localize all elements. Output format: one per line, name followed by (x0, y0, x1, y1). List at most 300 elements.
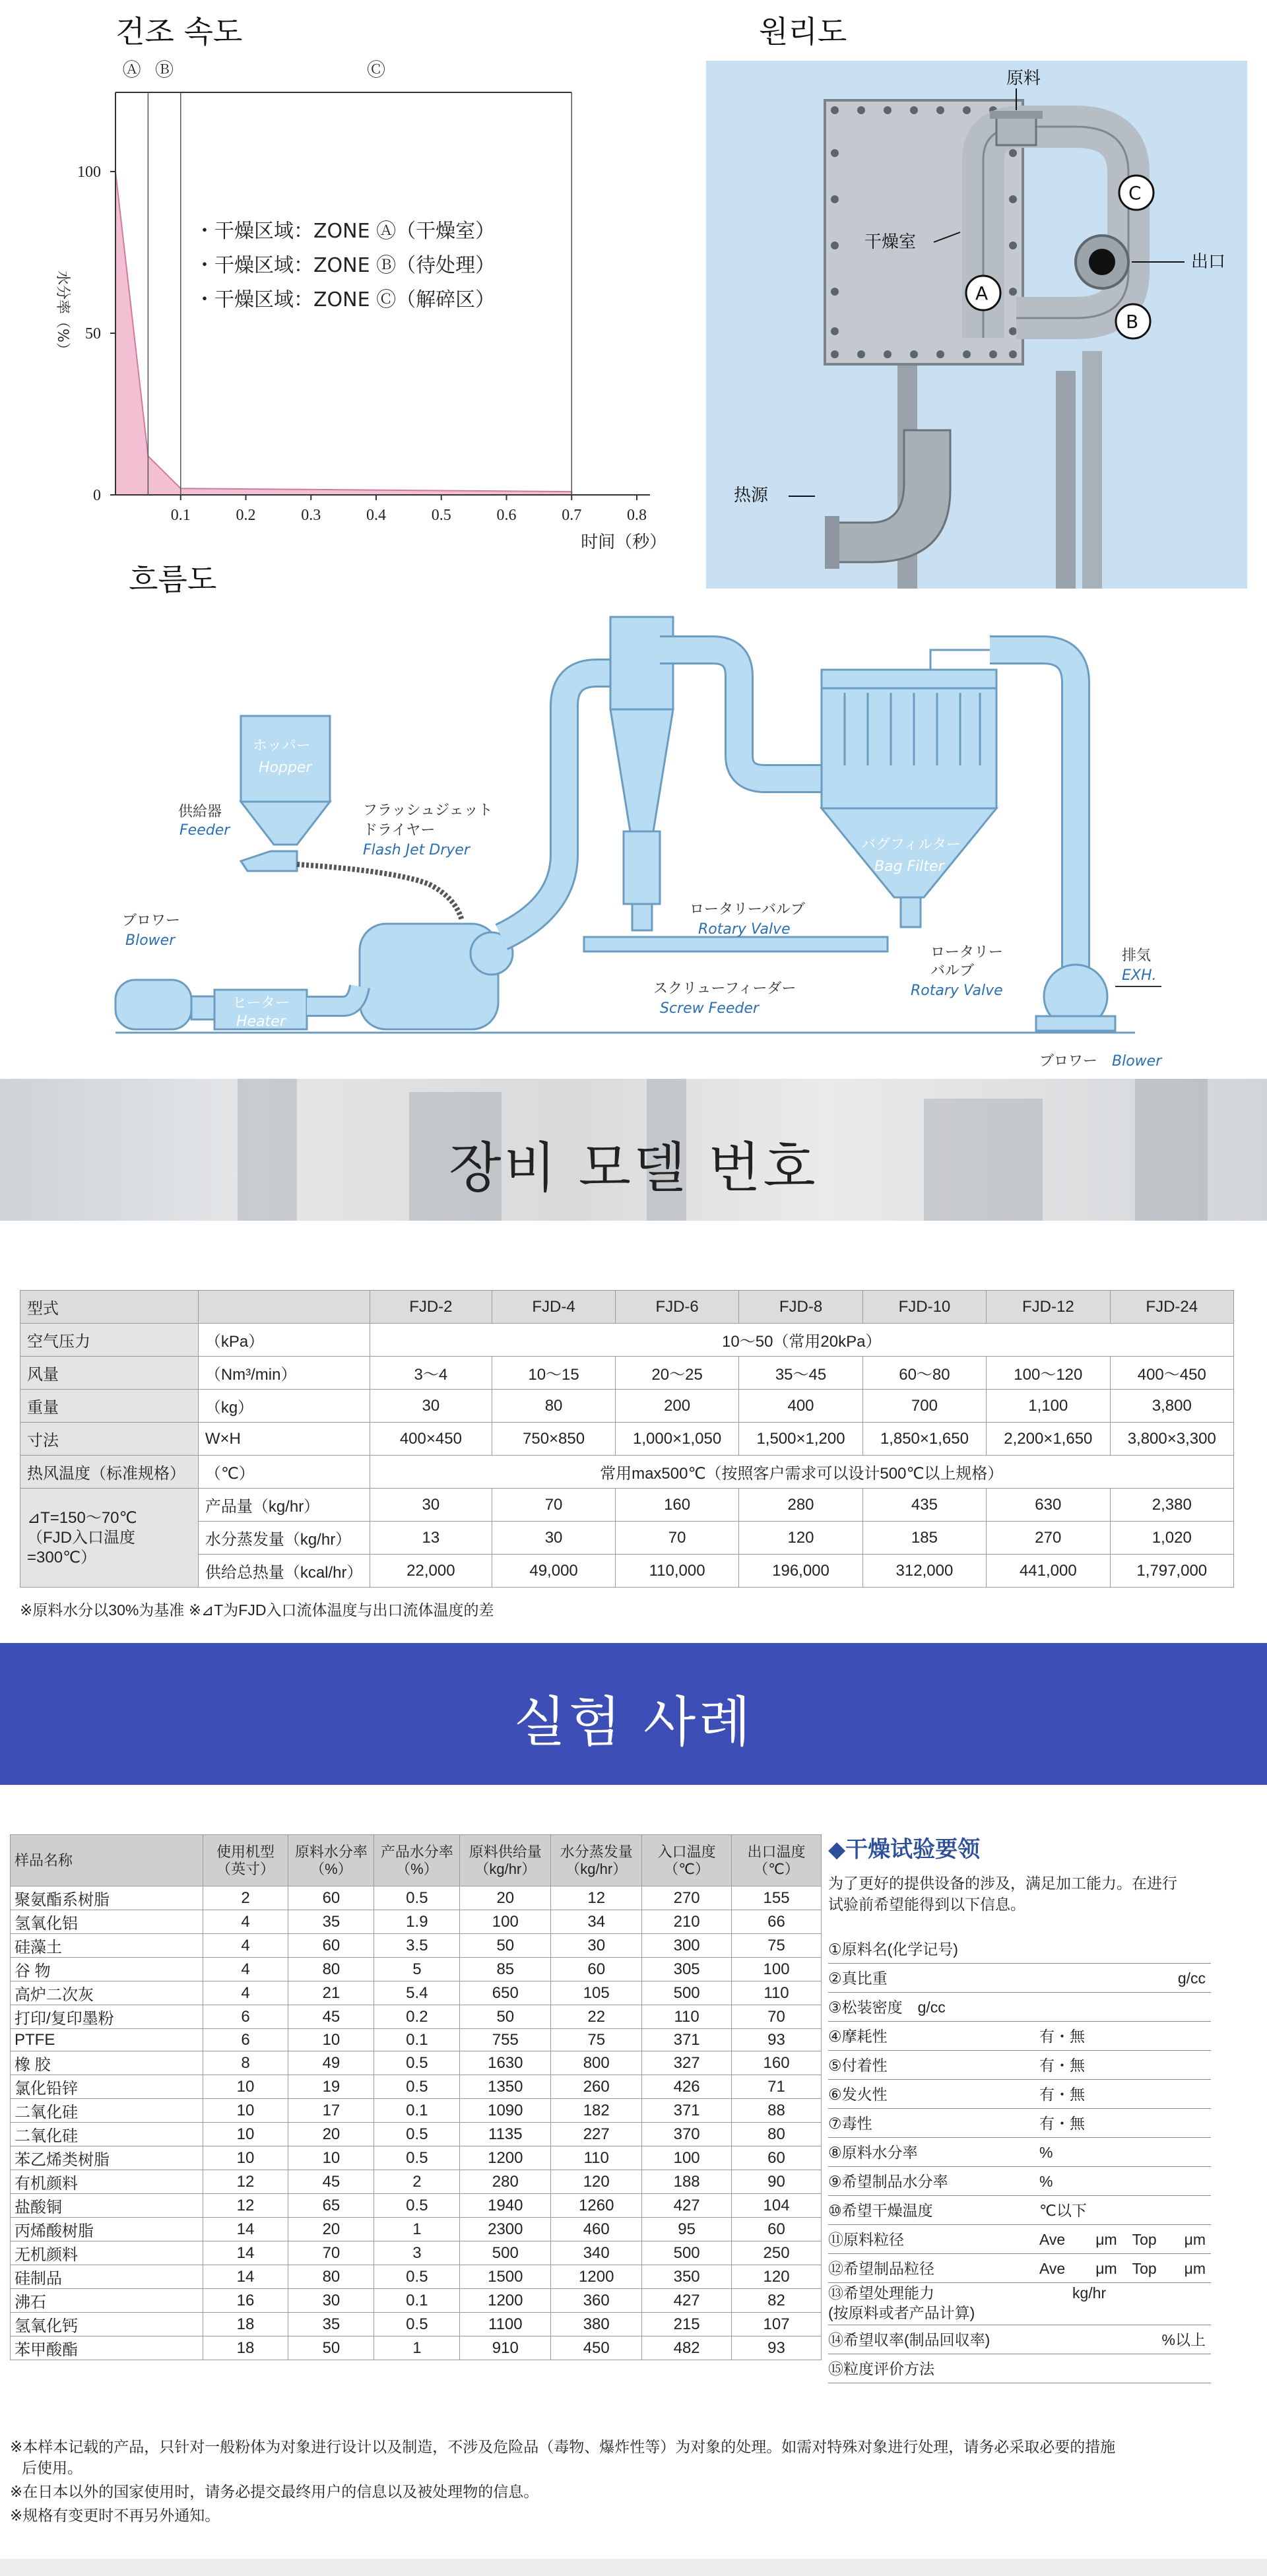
rotary1-label-jp: ロータリーバルブ (690, 901, 805, 918)
exp-cell: 14 (203, 2241, 288, 2265)
exp-sample-name: 沸石 (11, 2289, 203, 2313)
form-row-field: kg/hr (1072, 2284, 1107, 2302)
spec-row-unit: 水分蒸发量（kg/hr） (198, 1522, 370, 1555)
heater-label-en: Heater (236, 1014, 286, 1030)
exp-cell: 305 (642, 1958, 732, 1981)
spec-cell: 1,500×1,200 (739, 1423, 862, 1456)
exp-cell: 0.2 (374, 2005, 460, 2029)
exp-cell: 5 (374, 1958, 460, 1981)
exp-cell: 80 (288, 2265, 374, 2289)
exp-cell: 327 (642, 2051, 732, 2075)
exp-cell: 12 (551, 1886, 642, 1910)
exp-header-cell (374, 1835, 460, 1886)
exp-cell: 370 (642, 2123, 732, 2146)
exh-label-jp: 排気 (1122, 948, 1152, 964)
duct-bag-top (930, 650, 990, 670)
exp-cell: 18 (203, 2313, 288, 2336)
exp-cell: 50 (288, 2336, 374, 2360)
spec-row-name: 热风温度（标准规格） (20, 1456, 199, 1489)
principle-diagram (706, 61, 1247, 589)
exp-sample-name: 橡 胶 (11, 2051, 203, 2075)
x-tick-label: 0.2 (236, 507, 256, 524)
form-row-unit: μm (1184, 2231, 1206, 2248)
label-a: A (975, 282, 989, 304)
exp-cell: 30 (288, 2289, 374, 2313)
form-row-label: ⑥发火性 (828, 2086, 888, 2103)
exp-cell: 18 (203, 2336, 288, 2360)
spec-cell: 1,797,000 (1110, 1555, 1233, 1588)
spec-cell: 1,020 (1110, 1522, 1233, 1555)
x-tick-label: 0.8 (627, 507, 647, 524)
exp-row (11, 2005, 822, 2029)
form-row-label: ④摩耗性 (828, 2028, 888, 2045)
duct-blower-heater (191, 996, 214, 1019)
exp-cell: 10 (288, 2029, 374, 2051)
form-row (828, 2354, 1211, 2383)
spec-row (20, 1390, 1234, 1423)
dryer-label-en: Flash Jet Dryer (363, 842, 470, 858)
exp-row (11, 2146, 822, 2170)
spec-row (20, 1324, 1234, 1357)
spec-cell: 70 (492, 1489, 616, 1522)
exp-cell: 350 (642, 2265, 732, 2289)
exp-cell: 10 (203, 2099, 288, 2123)
legend-entry: ・干燥区域：ZONE Ⓒ（解碎区） (195, 288, 496, 311)
spec-cell: 441,000 (987, 1555, 1110, 1588)
drying-speed-title: 건조 속도 (115, 14, 243, 49)
form-row (828, 1935, 1211, 1964)
form-row-label: ⑨希望制品水分率 (828, 2173, 948, 2190)
exp-sample-name: 聚氨酯系树脂 (11, 1886, 203, 1910)
exp-cell: 1500 (460, 2265, 551, 2289)
feeder-label-jp: 供給器 (178, 804, 222, 820)
exp-cell: 1260 (551, 2194, 642, 2218)
exp-row (11, 2051, 822, 2075)
inlet-blower (115, 980, 191, 1029)
screw-feeder (584, 937, 888, 951)
spec-cell: 1,100 (987, 1390, 1110, 1423)
exp-cell: 340 (551, 2241, 642, 2265)
exp-sample-name: 氢氧化铝 (11, 1910, 203, 1934)
spec-cell: 35～45 (739, 1357, 862, 1390)
spec-header-cell: FJD-12 (987, 1291, 1110, 1324)
spec-cell: 185 (862, 1522, 986, 1555)
x-tick-label: 0.4 (366, 507, 386, 524)
form-row-label: ①原料名(化学记号) (828, 1941, 958, 1958)
spec-cell: 3,800×3,300 (1110, 1423, 1233, 1456)
blower2-label-en: Blower (1112, 1053, 1162, 1070)
exp-cell: 105 (551, 1981, 642, 2005)
exp-cell: 100 (460, 1910, 551, 1934)
exp-cell: 85 (460, 1958, 551, 1981)
spec-cell: 200 (615, 1390, 738, 1423)
exp-cell: 10 (203, 2075, 288, 2099)
rotary1-label-en: Rotary Valve (698, 921, 791, 938)
rotary2-label-jp1: ロータリー (930, 944, 1004, 961)
spec-cell: 630 (987, 1489, 1110, 1522)
exp-row (11, 2289, 822, 2313)
spec-header-cell: FJD-6 (615, 1291, 738, 1324)
form-row-label: ⑫希望制品粒径 (828, 2260, 934, 2277)
spec-cell: 60～80 (862, 1357, 986, 1390)
exp-cell: 65 (288, 2194, 374, 2218)
exp-sample-name: 盐酸铜 (11, 2194, 203, 2218)
form-row-label: ⑭希望収率(制品回収率) (828, 2331, 991, 2348)
exp-row (11, 1958, 822, 1981)
form-row (828, 2196, 1211, 2225)
legend-entry: ・干燥区域：ZONE Ⓑ（待处理） (195, 254, 496, 277)
exp-cell: 300 (642, 1934, 732, 1958)
rotary-valve-1 (632, 904, 652, 930)
exp-cell: 60 (288, 1886, 374, 1910)
form-desc-line: 试验前希望能得到以下信息。 (828, 1896, 1025, 1913)
exp-header-cell (11, 1835, 203, 1886)
exp-sample-name: 二氧化硅 (11, 2123, 203, 2146)
label-c: C (1128, 182, 1142, 204)
exp-header-line: （℃） (664, 1860, 709, 1877)
exp-cell: 1.9 (374, 1910, 460, 1934)
heat-source-flange (825, 516, 839, 569)
model-banner (0, 1079, 1267, 1221)
exp-header-line: （kg/hr） (566, 1860, 628, 1877)
spec-cell: 80 (492, 1390, 616, 1423)
group-label-line: （FJD入口温度 (27, 1528, 135, 1547)
spec-row (20, 1423, 1234, 1456)
exp-cell: 66 (732, 1910, 822, 1934)
exp-cell: 1200 (551, 2265, 642, 2289)
form-row-field: % (1039, 2144, 1053, 2161)
spec-cell: 1,850×1,650 (862, 1423, 986, 1456)
exp-row (11, 2194, 822, 2218)
exp-row (11, 2265, 822, 2289)
exp-cell: 0.5 (374, 2265, 460, 2289)
experiment-table (10, 1834, 822, 2360)
model-banner-title: 장비 모델 번호 (449, 1137, 818, 1200)
exp-header-row (11, 1835, 822, 1886)
spec-cell: 13 (370, 1522, 492, 1555)
exp-row (11, 2099, 822, 2123)
exp-cell: 107 (732, 2313, 822, 2336)
form-row-label: ⑩希望干燥温度 (828, 2202, 933, 2219)
form-row (828, 2022, 1211, 2051)
exp-row (11, 1981, 822, 2005)
experiment-banner (0, 1643, 1267, 1785)
exp-row (11, 2123, 822, 2146)
form-row (828, 2080, 1211, 2109)
bag-label-jp: バグフィルター (861, 837, 961, 853)
duct-bag-blower (990, 650, 1076, 990)
spec-row-name: 重量 (20, 1390, 199, 1423)
exp-cell: 500 (642, 1981, 732, 2005)
exp-row (11, 2170, 822, 2194)
exp-cell: 10 (203, 2146, 288, 2170)
spec-cell: 2,380 (1110, 1489, 1233, 1522)
exp-cell: 5.4 (374, 1981, 460, 2005)
duct-cyclone-bag-fill (660, 650, 822, 779)
screw-label-jp: スクリューフィーダー (653, 981, 796, 997)
spec-cell: 400×450 (370, 1423, 492, 1456)
exp-header-cell (288, 1835, 374, 1886)
exp-cell: 371 (642, 2029, 732, 2051)
spec-cell: 160 (615, 1489, 738, 1522)
exp-cell: 3 (374, 2241, 460, 2265)
spec-cell: 1,000×1,050 (615, 1423, 738, 1456)
zone-label: Ⓒ (366, 60, 386, 80)
form-row-field: Ave μm Top (1039, 2260, 1157, 2277)
exp-header-line: 样品名称 (15, 1852, 73, 1869)
exp-cell: 227 (551, 2123, 642, 2146)
exp-cell: 45 (288, 2170, 374, 2194)
exp-header-cell (551, 1835, 642, 1886)
rotary2-label-jp2: バルブ (930, 963, 975, 979)
exp-cell: 4 (203, 1910, 288, 1934)
exp-header-line: 原料供给量 (469, 1843, 542, 1860)
exp-cell: 100 (642, 2146, 732, 2170)
exp-cell: 482 (642, 2336, 732, 2360)
exp-cell: 427 (642, 2289, 732, 2313)
spec-row-name: 寸法 (20, 1423, 199, 1456)
spec-cell: 70 (615, 1522, 738, 1555)
spec-row-unit: （kPa） (198, 1324, 370, 1357)
label-outlet: 出口 (1191, 252, 1226, 272)
exp-cell: 14 (203, 2265, 288, 2289)
form-row-field: % (1039, 2173, 1053, 2190)
exp-cell: 426 (642, 2075, 732, 2099)
x-tick-label: 0.7 (562, 507, 582, 524)
form-row-field: 有・無 (1039, 2028, 1085, 2045)
bag-filter-top (822, 670, 996, 688)
blower-label-jp: ブロワー (122, 913, 181, 929)
exh-label-en: EXH. (1122, 967, 1157, 984)
exp-sample-name: 硅藻土 (11, 1934, 203, 1958)
exp-sample-name: 硅制品 (11, 2265, 203, 2289)
form-row (828, 2051, 1211, 2080)
exp-cell: 88 (732, 2099, 822, 2123)
exp-cell: 2 (203, 1886, 288, 1910)
exp-cell: 0.1 (374, 2029, 460, 2051)
exp-cell: 22 (551, 2005, 642, 2029)
label-raw-material: 原料 (1006, 69, 1041, 88)
exp-sample-name: 氢氧化钙 (11, 2313, 203, 2336)
exp-cell: 182 (551, 2099, 642, 2123)
exp-cell: 93 (732, 2336, 822, 2360)
exp-sample-name: 无机颜料 (11, 2241, 203, 2265)
form-row-field: 有・無 (1039, 2057, 1085, 2074)
exp-cell: 30 (551, 1934, 642, 1958)
spec-cell: 280 (739, 1489, 862, 1522)
screw-label-en: Screw Feeder (660, 1000, 759, 1017)
exp-cell: 0.1 (374, 2099, 460, 2123)
form-row (828, 2254, 1211, 2283)
exp-cell: 104 (732, 2194, 822, 2218)
dryer-label-jp2: ドライヤー (363, 822, 436, 839)
exp-cell: 20 (460, 1886, 551, 1910)
exp-header-line: 入口温度 (657, 1843, 716, 1860)
exp-cell: 19 (288, 2075, 374, 2099)
bag-filter-body (822, 670, 996, 808)
exp-header-cell (460, 1835, 551, 1886)
rotary2-label-en: Rotary Valve (911, 982, 1003, 999)
blower2-label-jp: ブロワー (1039, 1053, 1098, 1070)
form-row-label: ⑪原料粒径 (828, 2231, 904, 2248)
exp-sample-name: 高炉二次灰 (11, 1981, 203, 2005)
exp-cell: 910 (460, 2336, 551, 2360)
exp-cell: 450 (551, 2336, 642, 2360)
cyclone-hopper (624, 831, 660, 904)
exp-cell: 49 (288, 2051, 374, 2075)
spec-cell: 20～25 (615, 1357, 738, 1390)
spec-cell: 700 (862, 1390, 986, 1423)
exp-header-line: 产品水分率 (380, 1843, 453, 1860)
exp-cell: 155 (732, 1886, 822, 1910)
test-requirements (828, 1831, 1211, 2383)
form-row-label-sub: (按原料或者产品计算) (828, 2304, 975, 2321)
exp-cell: 120 (551, 2170, 642, 2194)
exp-sample-name: 氯化铅锌 (11, 2075, 203, 2099)
form-row-field: 有・無 (1039, 2086, 1085, 2103)
feed-hose (297, 864, 462, 920)
exp-cell: 0.5 (374, 2313, 460, 2336)
exp-cell: 14 (203, 2218, 288, 2241)
exp-row (11, 2336, 822, 2360)
exp-row (11, 2075, 822, 2099)
exp-cell: 80 (288, 1958, 374, 1981)
exp-cell: 34 (551, 1910, 642, 1934)
exp-cell: 16 (203, 2289, 288, 2313)
form-row (828, 2138, 1211, 2167)
exp-row (11, 1910, 822, 1934)
exp-cell: 60 (732, 2218, 822, 2241)
spec-row-unit: （℃） (198, 1456, 370, 1489)
exp-cell: 50 (460, 2005, 551, 2029)
exp-cell: 60 (551, 1958, 642, 1981)
feeder (241, 851, 297, 871)
y-tick-label: 0 (93, 487, 101, 504)
exp-cell: 90 (732, 2170, 822, 2194)
label-heat-source: 热源 (734, 486, 769, 505)
form-row-unit: μm (1184, 2260, 1206, 2277)
exp-cell: 80 (732, 2123, 822, 2146)
spec-row-unit: W×H (198, 1423, 370, 1456)
exp-cell: 215 (642, 2313, 732, 2336)
exp-cell: 70 (288, 2241, 374, 2265)
spec-cell: 30 (370, 1390, 492, 1423)
exp-sample-name: 有机颜料 (11, 2170, 203, 2194)
principle-title: 원리도 (759, 14, 847, 49)
form-row (828, 2325, 1211, 2354)
spec-cell: 100～120 (987, 1357, 1110, 1390)
exp-cell: 75 (732, 1934, 822, 1958)
exp-cell: 100 (732, 1958, 822, 1981)
feeder-label-en: Feeder (179, 822, 230, 839)
blower-label-en: Blower (125, 932, 176, 949)
exp-header-line: 使用机型 (216, 1843, 275, 1860)
spec-table (20, 1290, 1234, 1588)
spec-header-row (20, 1291, 1234, 1324)
exp-cell: 110 (732, 1981, 822, 2005)
spec-group-label (20, 1489, 199, 1588)
exp-cell: 35 (288, 1910, 374, 1934)
spec-cell: 30 (370, 1489, 492, 1522)
spec-cell: 22,000 (370, 1555, 492, 1588)
spec-header-cell (198, 1291, 370, 1324)
exp-cell: 2 (374, 2170, 460, 2194)
spec-cell: 435 (862, 1489, 986, 1522)
bag-label-en: Bag Filter (874, 858, 944, 875)
exp-cell: 250 (732, 2241, 822, 2265)
form-row-unit: g/cc (1177, 1970, 1206, 1987)
spec-cell: 49,000 (492, 1555, 616, 1588)
exp-cell: 110 (642, 2005, 732, 2029)
exp-row (11, 1934, 822, 1958)
y-axis-label: 水分率（%） (54, 271, 71, 357)
exp-header-line: （%） (396, 1860, 438, 1877)
form-row-unit: %以上 (1161, 2331, 1206, 2348)
exp-cell: 1135 (460, 2123, 551, 2146)
exp-cell: 500 (642, 2241, 732, 2265)
exp-sample-name: 二氧化硅 (11, 2099, 203, 2123)
y-tick-label: 50 (85, 325, 101, 342)
spec-row-name: 风量 (20, 1357, 199, 1390)
exp-row (11, 2241, 822, 2265)
exp-cell: 20 (288, 2218, 374, 2241)
exp-cell: 460 (551, 2218, 642, 2241)
exp-header-line: 出口温度 (747, 1843, 806, 1860)
exp-cell: 160 (732, 2051, 822, 2075)
exp-header-line: （℃） (754, 1860, 799, 1877)
support-leg-right (1082, 351, 1102, 589)
exp-cell: 20 (288, 2123, 374, 2146)
exp-cell: 4 (203, 1958, 288, 1981)
exp-cell: 93 (732, 2029, 822, 2051)
exp-cell: 45 (288, 2005, 374, 2029)
spec-cell: 400 (739, 1390, 862, 1423)
x-tick-label: 0.6 (496, 507, 517, 524)
exp-header-line: （英寸） (216, 1860, 275, 1877)
x-axis-label: 时间（秒） (581, 532, 667, 552)
rotary-valve-2 (901, 897, 921, 927)
exp-sample-name: 苯甲酸酯 (11, 2336, 203, 2360)
exp-cell: 0.5 (374, 1886, 460, 1910)
label-drying-chamber: 干燥室 (864, 232, 917, 252)
spec-span-cell: 常用max500℃（按照客户需求可以设计500℃以上规格） (370, 1456, 1233, 1489)
spec-cell: 270 (987, 1522, 1110, 1555)
group-label-line: =300℃） (27, 1548, 97, 1566)
exp-header-line: 水分蒸发量 (560, 1843, 633, 1860)
group-label-line: ⊿T=150～70℃ (27, 1508, 137, 1527)
exp-cell: 371 (642, 2099, 732, 2123)
spec-cell: 10～15 (492, 1357, 616, 1390)
spec-row (20, 1456, 1234, 1489)
exp-cell: 60 (288, 1934, 374, 1958)
outlet-hole (1089, 249, 1115, 275)
exp-cell: 120 (732, 2265, 822, 2289)
exp-cell: 110 (551, 2146, 642, 2170)
legend-entry: ・干燥区域：ZONE Ⓐ（干燥室） (195, 220, 496, 243)
exp-cell: 1 (374, 2336, 460, 2360)
exp-cell: 427 (642, 2194, 732, 2218)
form-row (828, 1993, 1211, 2022)
footnote: ※规格有变更时不再另外通知。 (10, 2507, 220, 2524)
exp-cell: 60 (732, 2146, 822, 2170)
spec-header-cell: FJD-10 (862, 1291, 986, 1324)
bottom-strip (0, 2559, 1267, 2576)
form-row-label: ⑦毒性 (828, 2115, 872, 2132)
exp-cell: 800 (551, 2051, 642, 2075)
exp-cell: 10 (203, 2123, 288, 2146)
form-row-label: ③松装密度 g/cc (828, 1999, 946, 2016)
spec-row-name: 空气压力 (20, 1324, 199, 1357)
